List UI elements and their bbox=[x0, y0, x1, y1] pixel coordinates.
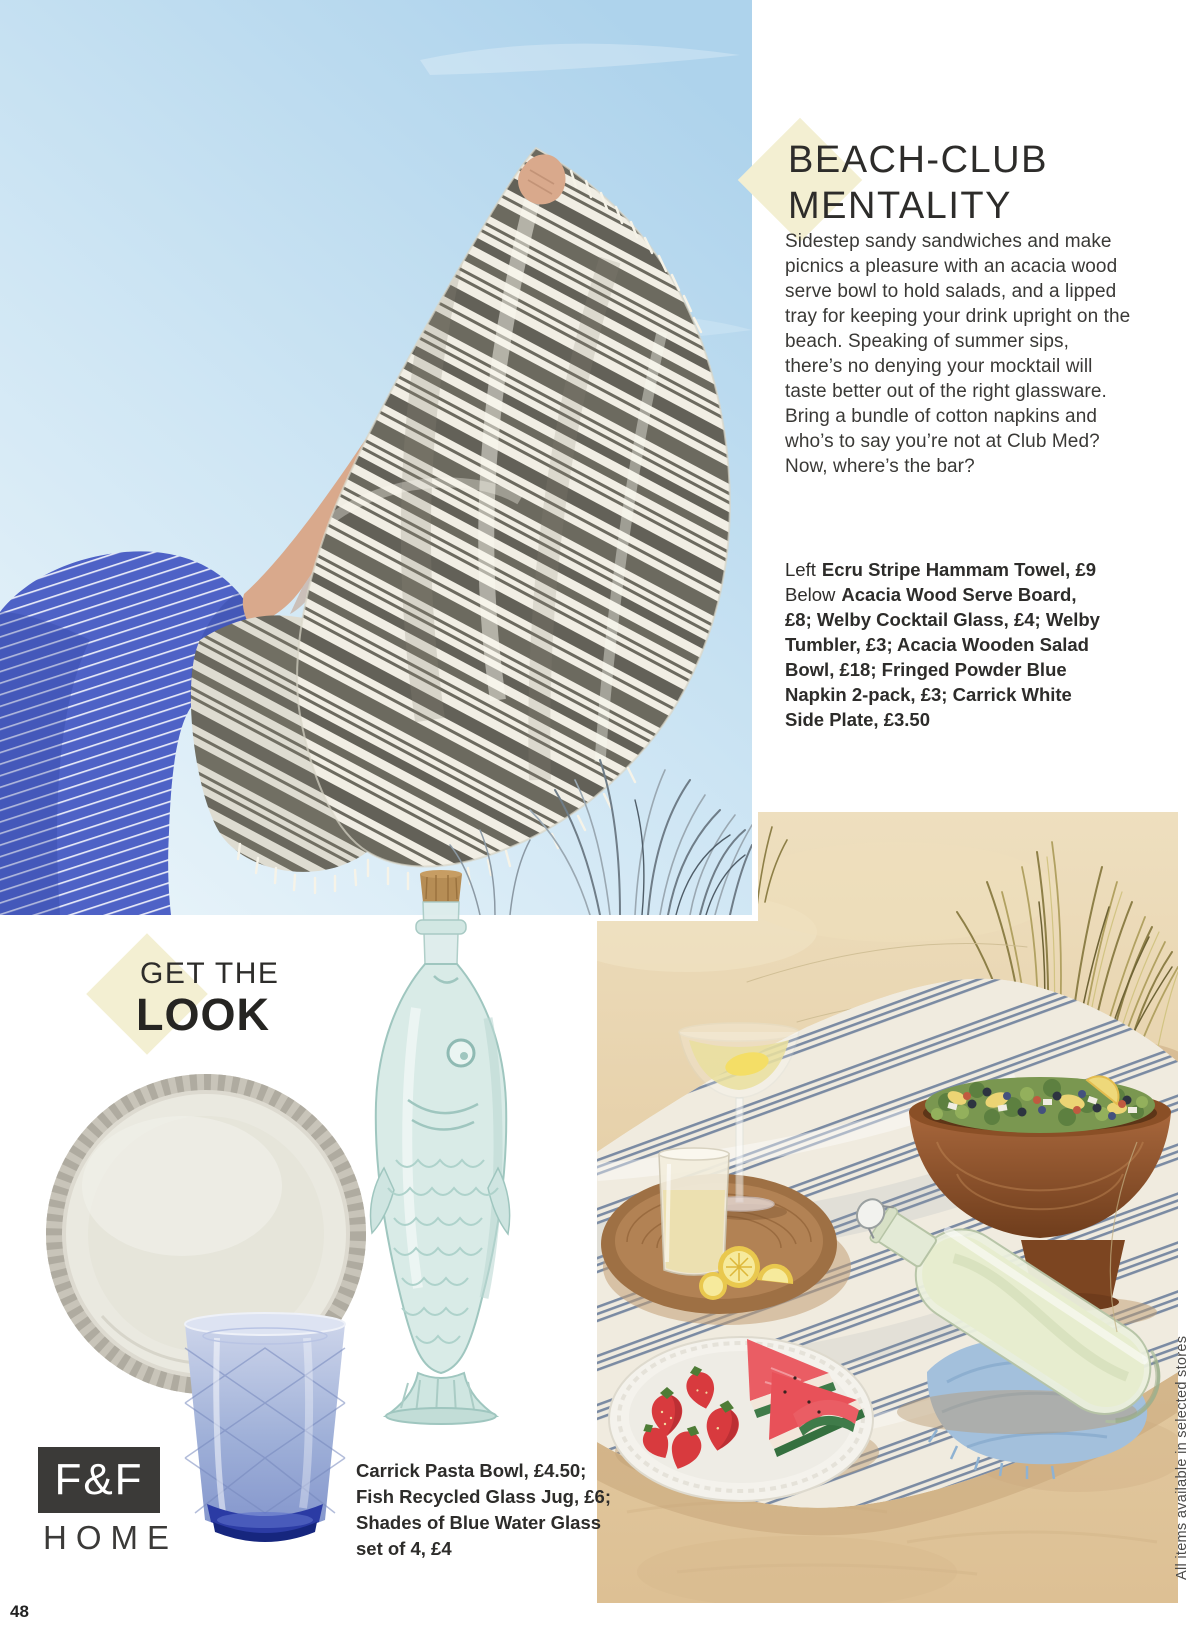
caption-below bbox=[785, 582, 1103, 732]
intro-paragraph: Sidestep sandy sandwiches and make picnics a pleasure with an acacia wood serve bowl to hold salads, and a lipped tray for keeping your drink upright on the beach. Speaking of summer sips, there’s no denying your mocktail will taste better out of the right glassware. Bring a bundle of cotton napkins and who’s to say you’re not at Club Med? Now, where’s the bar? bbox=[785, 231, 1131, 477]
caption-left-label: Left bbox=[785, 559, 816, 580]
get-the-look-caption bbox=[356, 1458, 614, 1562]
caption-left bbox=[785, 557, 1103, 582]
bell-base bbox=[386, 1373, 496, 1424]
ff-home-logo bbox=[38, 1447, 160, 1513]
caption-below-label: Below bbox=[785, 584, 836, 605]
title-line-2: MENTALITY bbox=[788, 185, 1012, 227]
hero-photo-hammam-towel bbox=[0, 0, 758, 921]
availability-note: All items available in selected stores bbox=[1174, 1335, 1190, 1580]
get-the-look-line1: GET THE bbox=[140, 957, 280, 990]
get-the-look-caption-text: Carrick Pasta Bowl, £4.50; Fish Recycled Glass Jug, £6; Shades of Blue Water Glass set of 4, £4 bbox=[356, 1460, 611, 1559]
caption-left-text: Ecru Stripe Hammam Towel, £9 bbox=[821, 559, 1097, 580]
cork bbox=[420, 870, 462, 902]
get-the-look-line2: LOOK bbox=[136, 989, 270, 1040]
hammam-towel-graphic bbox=[0, 0, 752, 915]
product-image-fish-glass-jug bbox=[356, 868, 526, 1428]
beach-picnic-photo bbox=[597, 812, 1178, 1603]
lemonade-tumbler bbox=[659, 1148, 729, 1275]
intro-copy bbox=[785, 229, 1131, 479]
hero-caption bbox=[785, 557, 1103, 732]
ff-logo-text: F&F bbox=[54, 1455, 144, 1504]
page-title bbox=[788, 137, 1048, 229]
beach-picnic-graphic bbox=[597, 812, 1178, 1603]
page-number: 48 bbox=[10, 1602, 29, 1621]
title-line-1: BEACH-CLUB bbox=[788, 139, 1048, 181]
caption-below-text: Acacia Wood Serve Board, £8; Welby Cocktail Glass, £4; Welby Tumbler, £3; Acacia Wooden Salad Bowl, £18; Fringed Powder Blue Napkin 2-pack, £3; Carrick White Side Plate, £3.50 bbox=[785, 584, 1100, 730]
product-image-water-glass bbox=[177, 1308, 353, 1548]
ff-home-logo-home: HOME bbox=[43, 1519, 178, 1556]
